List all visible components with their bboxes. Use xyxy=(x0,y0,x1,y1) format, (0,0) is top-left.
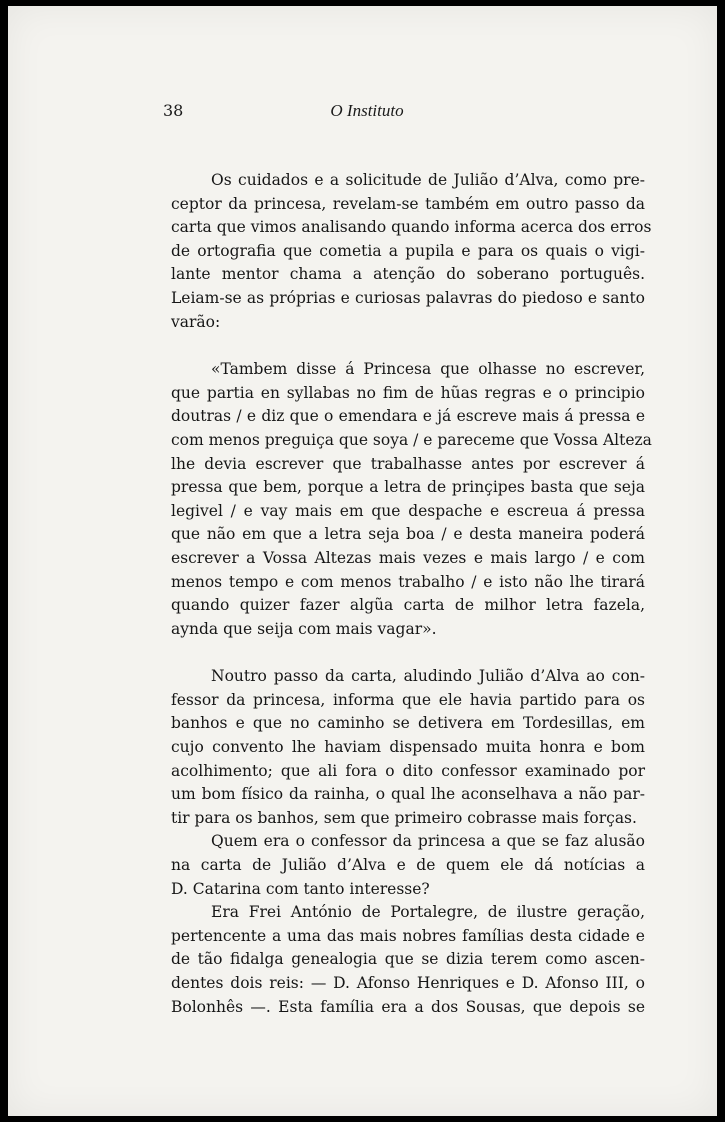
text-line: de ortografia que cometia a pupila e para os quais o vigi- xyxy=(171,241,645,260)
text-line: acolhimento; que ali fora o dito confessor examinado por xyxy=(171,761,645,780)
page-header xyxy=(163,101,571,125)
text-line: menos tempo e com menos trabalho / e isto não lhe tirará xyxy=(171,572,645,591)
text-line: escrever a Vossa Altezas mais vezes e mais largo / e com xyxy=(171,548,645,567)
text-line: fessor da princesa, informa que ele havia partido para os xyxy=(171,690,645,709)
text-line: ceptor da princesa, revelam-se também em outro passo da xyxy=(171,194,645,213)
text-line: varão: xyxy=(171,312,221,331)
text-line: tir para os banhos, sem que primeiro cobrasse mais forças. xyxy=(171,808,637,827)
text-line: lhe devia escrever que trabalhasse antes por escrever á xyxy=(171,454,645,473)
paragraph-2 xyxy=(171,358,652,641)
book-page xyxy=(8,6,717,1116)
text-line: «Tambem disse á Princesa que olhasse no escrever, xyxy=(211,360,645,379)
text-line: Noutro passo da carta, aludindo Julião d’Alva ao con- xyxy=(211,667,645,686)
text-line: dentes dois reis: — D. Afonso Henriques e D. Afonso III, o xyxy=(171,974,645,992)
text-line: com menos preguiça que soya / e pareceme que Vossa Alteza xyxy=(171,430,652,449)
text-line: que não em que a letra seja boa / e desta maneira poderá xyxy=(171,525,645,544)
text-line: legivel / e vay mais em que despache e escreua á pressa xyxy=(171,501,645,520)
text-line: que partia en syllabas no fim de hũas regras e o principio xyxy=(171,383,645,402)
text-line: carta que vimos analisando quando informa acerca dos erros xyxy=(171,218,652,237)
paragraph-1 xyxy=(171,169,652,334)
paragraph-5 xyxy=(171,901,645,1019)
text-line: pressa que bem, porque a letra de prinçipes basta que seja xyxy=(171,478,645,497)
paragraph-4 xyxy=(171,830,645,901)
text-line: de tão fidalga genealogia que se dizia terem como ascen- xyxy=(171,950,645,969)
text-line: cujo convento lhe haviam dispensado muita honra e bom xyxy=(171,738,645,757)
text-line: Bolonhês —. Esta família era a dos Sousas, que depois se xyxy=(171,997,645,1016)
text-line: um bom físico da rainha, o qual lhe aconselhava a não par- xyxy=(171,785,645,804)
text-line: quando quizer fazer algũa carta de milhor letra fazela, xyxy=(171,596,645,615)
text-line: pertencente a uma das mais nobres famílias desta cidade e xyxy=(171,926,645,945)
text-line: aynda que seija com mais vagar». xyxy=(171,619,437,638)
text-line: na carta de Julião d’Alva e de quem ele dá notícias a xyxy=(171,856,645,875)
page-number: 38 xyxy=(163,101,184,120)
running-title: O Instituto xyxy=(330,101,404,120)
paragraph-3 xyxy=(171,665,645,830)
body-text xyxy=(171,169,652,1019)
text-line: Quem era o confessor da princesa a que se faz alusão xyxy=(211,832,645,851)
text-line: Era Frei António de Portalegre, de ilustre geração, xyxy=(211,903,645,922)
text-line: lante mentor chama a atenção do soberano português. xyxy=(171,265,645,284)
text-line: D. Catarina com tanto interesse? xyxy=(171,879,430,898)
text-line: banhos e que no caminho se detivera em Tordesillas, em xyxy=(171,714,645,733)
text-line: Leiam-se as próprias e curiosas palavras do piedoso e santo xyxy=(171,288,645,307)
text-line: doutras / e diz que o emendara e já escreve mais á pressa e xyxy=(171,407,645,426)
text-line: Os cuidados e a solicitude de Julião d’Alva, como pre- xyxy=(211,171,645,189)
